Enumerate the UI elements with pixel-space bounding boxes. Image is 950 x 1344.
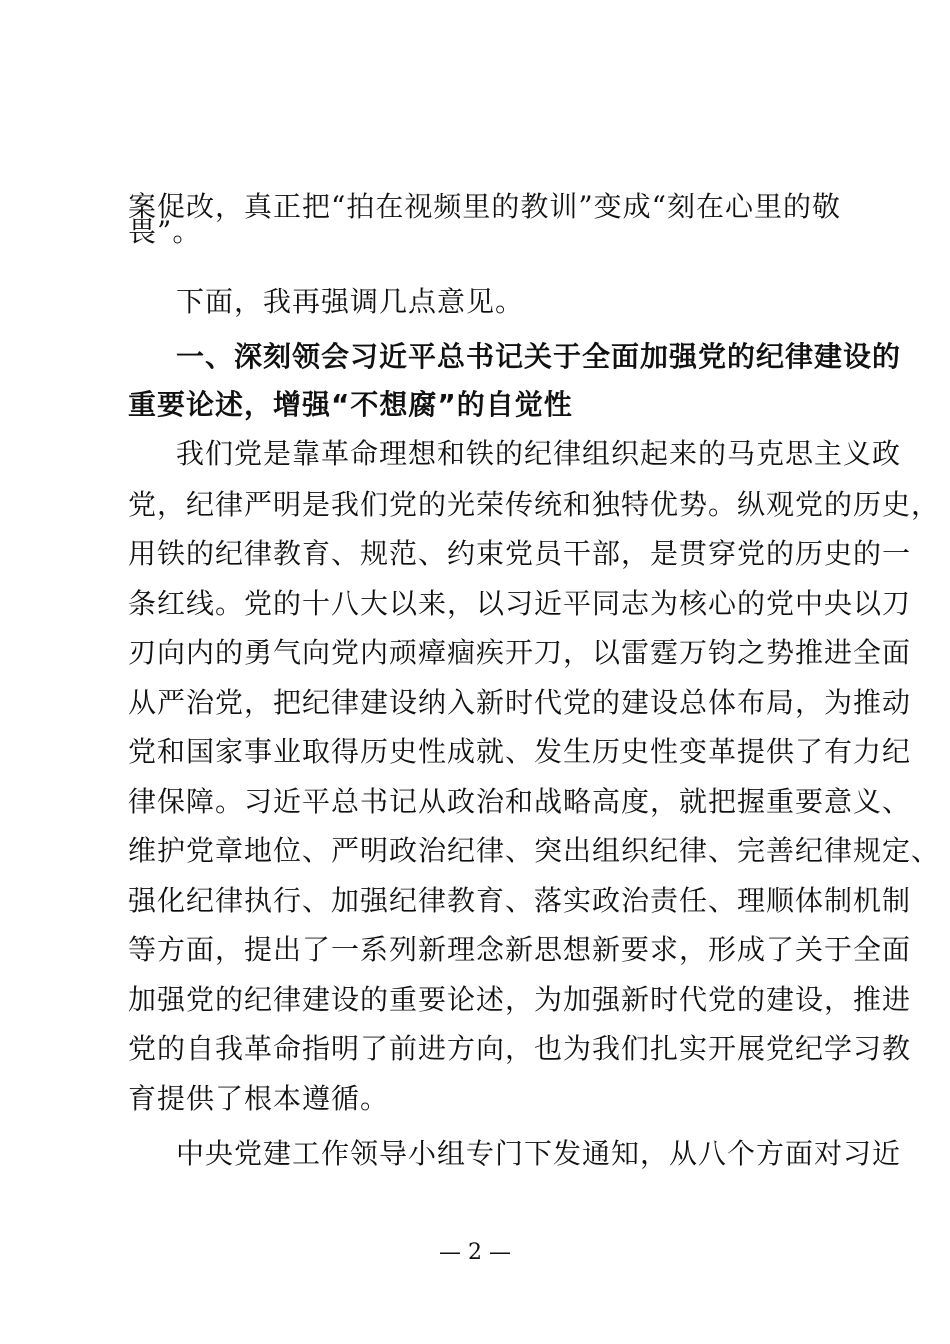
page-number: — 2 — [439,1240,511,1265]
body-text-line: 中央党建工作领导小组专门下发通知，从八个方面对习近 [176,1137,902,1170]
section-heading: 重要论述，增强“不想腐”的自觉性 [128,388,573,421]
section-heading: 一、深刻领会习近平总书记关于全面加强党的纪律建设的 [176,340,902,373]
body-text-line: 党和国家事业取得历史性成就、发生历史性变革提供了有力纪 [128,735,912,768]
body-text-line: 我们党是靠革命理想和铁的纪律组织起来的马克思主义政 [176,437,902,470]
body-text-line: 育提供了根本遵循。 [128,1082,390,1115]
body-text-line: 条红线。党的十八大以来，以习近平同志为核心的党中央以刀 [128,587,912,620]
body-text-line: 案促改，真正把“拍在视频里的教训”变成“刻在心里的敬 [128,190,841,223]
body-text-line: 下面，我再强调几点意见。 [176,285,525,318]
body-text-line: 畏”。 [128,215,202,248]
body-text-line: 维护党章地位、严明政治纪律、突出组织纪律、完善纪律规定、 [128,834,941,867]
body-text-line: 等方面，提出了一系列新理念新思想新要求，形成了关于全面 [128,933,912,966]
body-text-line: 刃向内的勇气向党内顽瘴痼疾开刀，以雷霆万钧之势推进全面 [128,636,912,669]
body-text-line: 强化纪律执行、加强纪律教育、落实政治责任、理顺体制机制 [128,884,912,917]
body-text-line: 党的自我革命指明了前进方向，也为我们扎实开展党纪学习教 [128,1032,912,1065]
body-text-line: 律保障。习近平总书记从政治和战略高度，就把握重要意义、 [128,785,912,818]
body-text-line: 用铁的纪律教育、规范、约束党员干部，是贯穿党的历史的一 [128,537,912,570]
body-text-line: 从严治党，把纪律建设纳入新时代党的建设总体布局，为推动 [128,686,912,719]
body-text-line: 党，纪律严明是我们党的光荣传统和独特优势。纵观党的历史， [128,488,941,521]
body-text-line: 加强党的纪律建设的重要论述，为加强新时代党的建设，推进 [128,983,912,1016]
